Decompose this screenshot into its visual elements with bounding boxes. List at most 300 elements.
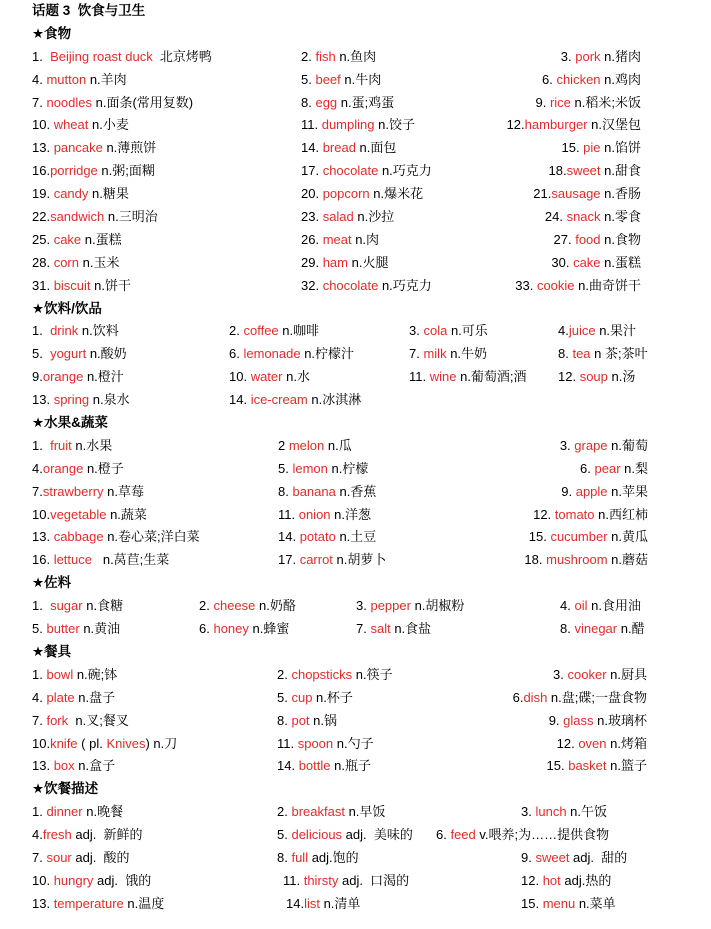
vocab-row (0, 389, 711, 412)
entry-word: tea (572, 346, 591, 362)
entry-meaning: n.蛋;鸡蛋 (337, 94, 395, 110)
entry-word: wine (429, 369, 457, 385)
entry-word: cheese (213, 598, 256, 614)
entry-word: noodles (46, 94, 93, 110)
entry-number: 15. (546, 758, 569, 774)
vocab-entry (558, 343, 648, 366)
vocab-entry (32, 206, 158, 229)
section-heading: ★餐具 (32, 643, 72, 659)
entry-word: wheat (53, 117, 89, 133)
entry-meaning: n.牛奶 (446, 346, 488, 362)
entry-word: list (304, 895, 320, 911)
entry-meaning: n.胡萝卜 (332, 552, 387, 568)
entry-word: sausage (551, 186, 601, 202)
vocab-entry (547, 755, 647, 778)
entry-meaning: n.甜食 (600, 163, 641, 179)
vocab-entry (278, 481, 376, 504)
vocab-entry (32, 710, 129, 733)
entry-word: drink (50, 323, 79, 339)
entry-number: 32. (301, 277, 323, 293)
vocab-row (0, 870, 711, 893)
vocab-row (0, 801, 711, 824)
entry-number: 12. (506, 117, 525, 133)
entry-meaning: n.饮料 (78, 323, 119, 339)
entry-word: knife (50, 735, 78, 751)
entry-word: cup (291, 689, 313, 705)
vocab-entry (32, 504, 147, 527)
vocab-entry (549, 710, 647, 733)
entry-number: 2. (277, 666, 292, 682)
entry-word: melon (288, 437, 325, 453)
vocab-row (0, 343, 711, 366)
entry-word: beef (315, 71, 341, 87)
entry-word: cooker (567, 666, 607, 682)
entry-number: 9. (548, 712, 564, 728)
entry-meaning: n.薄煎饼 (102, 140, 157, 156)
vocab-entry (409, 366, 527, 389)
entry-number: 30. (551, 254, 574, 270)
section-heading: ★饮料/饮品 (32, 300, 102, 316)
entry-word: hamburger (524, 117, 588, 133)
entry-meaning: n.瓜 (324, 437, 352, 453)
vocab-row (0, 366, 711, 389)
vocab-entry (32, 893, 164, 916)
entry-number: 7. (32, 849, 47, 865)
vocab-entry (554, 229, 641, 252)
entry-meaning: n.蜂蜜 (248, 621, 290, 637)
entry-meaning: adj. 新鲜的 (71, 827, 143, 843)
entry-meaning: n.蛋糕 (600, 254, 641, 270)
vocab-entry (301, 183, 423, 206)
entry-number: 17. (301, 163, 323, 179)
entry-number: 12. (556, 735, 579, 751)
entry-word: Beijing roast duck (50, 48, 153, 64)
entry-word: coffee (243, 323, 279, 339)
entry-number: 14. (277, 758, 299, 774)
vocab-entry (32, 458, 124, 481)
vocab-entry (277, 755, 371, 778)
vocab-row (0, 114, 711, 137)
vocab-entry (558, 320, 636, 343)
entry-meaning: n.三明治 (104, 209, 158, 225)
vocab-entry (533, 504, 648, 527)
entry-word: pancake (53, 140, 103, 156)
entry-word: temperature (53, 895, 124, 911)
vocab-entry (436, 824, 609, 847)
entry-number: 14. (278, 529, 300, 545)
entry-meaning: n.橙汁 (83, 369, 124, 385)
entry-number: 10. (32, 735, 51, 751)
vocab-entry (553, 664, 647, 687)
entry-meaning: n.曲奇饼干 (574, 277, 641, 293)
entry-number: 7. (409, 346, 424, 362)
vocab-entry (32, 320, 119, 343)
section-drinks (0, 298, 711, 412)
vocab-entry (301, 46, 376, 69)
vocab-list (0, 595, 711, 641)
vocab-entry (32, 366, 124, 389)
vocab-entry (277, 710, 337, 733)
entry-meaning: n.温度 (123, 895, 165, 911)
entry-number: 9. (32, 369, 43, 385)
entry-meaning: n.草莓 (103, 483, 144, 499)
vocab-row (0, 733, 711, 756)
entry-word: orange (42, 460, 84, 476)
entry-number: 19. (32, 186, 54, 202)
entry-number: 11. (409, 369, 430, 385)
entry-meaning: n.西红柿 (594, 506, 648, 522)
entry-meaning: n.果汁 (595, 323, 637, 339)
entry-number: 7. (32, 483, 43, 499)
entry-word: grape (574, 437, 608, 453)
entry-meaning: n.食用油 (587, 598, 641, 614)
entry-number: 13. (32, 529, 54, 545)
entry-word: chocolate (322, 163, 379, 179)
vocab-entry (301, 206, 394, 229)
entry-word: porridge (50, 163, 98, 179)
entry-meaning: n.稻米;米饭 (570, 94, 641, 110)
entry-number: 15. (561, 140, 584, 156)
section-fruit-vegetables (0, 412, 711, 572)
entry-meaning: n.盒子 (74, 758, 116, 774)
vocab-entry (545, 206, 641, 229)
entry-meaning: n.黄瓜 (607, 529, 648, 545)
entry-meaning: n.肉 (351, 231, 380, 247)
vocab-entry (301, 114, 415, 137)
entry-meaning: n.火腿 (347, 254, 389, 270)
entry-word: pie (583, 140, 601, 156)
entry-number: 2. (229, 323, 244, 339)
entry-number: 8. (558, 346, 573, 362)
entry-meaning: n.爆米花 (369, 186, 424, 202)
entry-word: chopsticks (291, 666, 353, 682)
entry-meaning: n.菜单 (575, 895, 616, 911)
vocab-row (0, 275, 711, 298)
vocab-row (0, 664, 711, 687)
entry-number: 2. (277, 804, 292, 820)
entry-number: 21. (533, 186, 552, 202)
entry-meaning: n.鸡肉 (600, 71, 641, 87)
vocab-list (0, 801, 711, 915)
vocab-entry (32, 664, 117, 687)
vocab-entry (278, 549, 386, 572)
entry-number: 4. (560, 598, 575, 614)
entry-number: 4. (32, 827, 43, 843)
entry-meaning: n.粥;面糊 (97, 163, 155, 179)
vocab-entry (513, 687, 647, 710)
entry-meaning: n.饼干 (90, 277, 132, 293)
entry-meaning: n.盘子 (74, 689, 116, 705)
vocab-entry (529, 526, 648, 549)
vocab-list (0, 664, 711, 778)
entry-number: 10. (32, 117, 54, 133)
entry-meaning: n.梨 (620, 460, 648, 476)
entry-number: 6. (580, 460, 595, 476)
vocab-entry (301, 252, 388, 275)
entry-meaning: n.洋葱 (330, 506, 371, 522)
entry-word: fresh (42, 827, 72, 843)
entry-number: 5. (278, 460, 293, 476)
entry-meaning: n.羊肉 (86, 71, 127, 87)
entry-meaning: n.猪肉 (600, 48, 641, 64)
vocab-row (0, 252, 711, 275)
entry-word: soup (579, 369, 608, 385)
entry-word: sweet (535, 849, 570, 865)
vocab-entry (32, 481, 144, 504)
entry-word: box (53, 758, 75, 774)
vocab-entry (32, 435, 112, 458)
vocab-entry (560, 435, 648, 458)
vocab-entry (229, 366, 310, 389)
vocab-entry (301, 160, 432, 183)
entry-word: potato (299, 529, 336, 545)
vocab-entry (561, 46, 641, 69)
entry-number: 17. (278, 552, 300, 568)
entry-meaning: n.筷子 (352, 666, 393, 682)
entry-meaning: n.橙子 (83, 460, 124, 476)
entry-number: 5. (32, 621, 47, 637)
entry-word: pork (575, 48, 601, 64)
entry-number: 8. (560, 621, 575, 637)
page-title: 话题 3 饮食与卫生 (32, 3, 146, 18)
entry-word: chocolate (322, 277, 379, 293)
entry-meaning: n.莴苣;生菜 (92, 552, 170, 568)
entry-number: 28. (32, 254, 54, 270)
entry-word: vegetable (50, 506, 107, 522)
entry-number: 15. (521, 895, 543, 911)
entry-number: 27. (553, 231, 576, 247)
vocab-entry (278, 435, 352, 458)
entry-number: 31. (32, 277, 54, 293)
entry-number: 14. (301, 140, 323, 156)
section-heading: ★水果&蔬菜 (32, 415, 108, 431)
entry-meaning: n.醋 (617, 621, 645, 637)
section-food (0, 23, 711, 298)
vocab-entry (32, 755, 115, 778)
vocab-entry (32, 870, 151, 893)
entry-number: 18. (524, 552, 547, 568)
entry-word: sugar (50, 598, 83, 614)
entry-word: pot (291, 712, 310, 728)
entry-meaning: n.叉;餐叉 (68, 712, 129, 728)
entry-word: candy (53, 186, 89, 202)
entry-meaning: adj.热的 (560, 872, 612, 888)
entry-word: milk (423, 346, 447, 362)
entry-meaning: n.苹果 (607, 483, 648, 499)
vocab-entry (524, 549, 648, 572)
entry-meaning: n.食糖 (82, 598, 124, 614)
vocab-entry (32, 92, 193, 115)
entry-number: 3. (409, 323, 424, 339)
vocab-list (0, 320, 711, 412)
entry-word: water (250, 369, 283, 385)
vocab-list (0, 46, 711, 298)
entry-word: full (291, 849, 309, 865)
entry-word: lettuce (53, 552, 92, 568)
entry-meaning: n.馅饼 (600, 140, 641, 156)
vocab-entry (561, 137, 641, 160)
entry-number: 12. (558, 369, 580, 385)
entry-number: 2. (301, 48, 316, 64)
vocab-row (0, 526, 711, 549)
entry-number: 8. (277, 712, 292, 728)
entry-word: carrot (299, 552, 333, 568)
vocab-entry (199, 595, 296, 618)
entry-word: glass (563, 712, 594, 728)
vocab-entry (548, 160, 641, 183)
entry-meaning: n.食盐 (390, 621, 432, 637)
entry-meaning: n.酸奶 (86, 346, 127, 362)
entry-number: 26. (301, 231, 323, 247)
entry-meaning: n.香肠 (600, 186, 641, 202)
entry-meaning: n.汤 (607, 369, 636, 385)
entry-number: 9. (561, 483, 576, 499)
vocab-row (0, 69, 711, 92)
entry-word: mutton (46, 71, 87, 87)
entry-word: dinner (46, 804, 83, 820)
entry-number: 16. (32, 163, 51, 179)
vocab-entry (521, 847, 627, 870)
entry-word: banana (292, 483, 336, 499)
entry-meaning: n.面条(常用复数) (92, 94, 194, 110)
entry-meaning: n.土豆 (335, 529, 377, 545)
vocab-entry (409, 343, 487, 366)
vocab-entry (32, 229, 122, 252)
section-tableware (0, 641, 711, 778)
entry-number: 14. (286, 895, 305, 911)
entry-meaning: n.可乐 (447, 323, 488, 339)
entry-meaning: n.玻璃杯 (593, 712, 647, 728)
vocab-entry (32, 252, 119, 275)
vocab-entry (32, 183, 129, 206)
vocab-entry (301, 92, 394, 115)
section-heading: ★佐料 (32, 575, 72, 591)
vocab-entry (32, 69, 127, 92)
vocab-entry (551, 252, 641, 275)
entry-word: oil (574, 598, 588, 614)
entry-number: 3. (521, 804, 536, 820)
entry-number: 6. (199, 621, 214, 637)
vocab-row (0, 183, 711, 206)
vocab-entry (229, 320, 319, 343)
vocab-entry (32, 137, 156, 160)
entry-meaning: n.早饭 (344, 804, 386, 820)
vocab-entry (32, 618, 120, 641)
entry-meaning: n.柠檬汁 (300, 346, 355, 362)
vocab-row (0, 137, 711, 160)
vocab-entry (32, 46, 212, 69)
entry-word: dumpling (321, 117, 375, 133)
vocab-entry (278, 504, 371, 527)
vocab-entry (533, 183, 641, 206)
vocab-entry (278, 458, 368, 481)
entry-meaning: adj. 酸的 (71, 849, 130, 865)
vocab-entry (277, 824, 413, 847)
entry-meaning: adj. 口渴的 (338, 872, 410, 888)
vocab-row (0, 618, 711, 641)
entry-meaning: n.碗;钵 (73, 666, 118, 682)
vocab-entry (32, 549, 169, 572)
entry-word: salt (370, 621, 391, 637)
vocab-entry (356, 595, 464, 618)
entry-meaning: n.篮子 (606, 758, 647, 774)
vocab-row (0, 549, 711, 572)
vocab-entry (278, 526, 376, 549)
entry-meaning: n.葡萄酒;酒 (456, 369, 527, 385)
entry-word: strawberry (42, 483, 104, 499)
entry-word: delicious (291, 827, 343, 843)
entry-word: egg (315, 94, 338, 110)
vocab-row (0, 755, 711, 778)
entry-word: menu (542, 895, 576, 911)
entry-meaning: n.蔬菜 (106, 506, 147, 522)
entry-number: 8. (277, 849, 292, 865)
entry-meaning: n.黄油 (79, 621, 121, 637)
entry-word: cake (573, 254, 601, 270)
entry-number: 4. (32, 460, 43, 476)
entry-meaning: ( pl. (77, 735, 107, 751)
vocab-row (0, 46, 711, 69)
entry-number: 5. (301, 71, 316, 87)
entry-number: 8. (301, 94, 316, 110)
vocab-entry (536, 92, 642, 115)
entry-word: juice (568, 323, 596, 339)
vocab-entry (32, 526, 200, 549)
entry-word: pepper (370, 598, 411, 614)
entry-meaning: n.沙拉 (353, 209, 395, 225)
entry-word: corn (53, 254, 79, 270)
entry-word: salad (322, 209, 354, 225)
entry-meaning: n.玉米 (78, 254, 120, 270)
entry-word: pear (594, 460, 621, 476)
entry-word: butter (46, 621, 80, 637)
entry-word: bowl (46, 666, 74, 682)
entry-number: 11. (283, 872, 304, 888)
entry-meaning: n.午饭 (566, 804, 608, 820)
entry-number: 13. (32, 758, 54, 774)
vocab-row (0, 824, 711, 847)
entry-meaning: n.勺子 (333, 735, 374, 751)
entry-meaning: adj. 甜的 (569, 849, 628, 865)
entry-number: 4. (32, 71, 47, 87)
vocab-entry (277, 664, 393, 687)
vocab-entry (277, 801, 385, 824)
entry-number: 13. (32, 140, 54, 156)
entry-word: cake (53, 231, 82, 247)
entry-meaning: n.香蕉 (335, 483, 377, 499)
entry-number: 1. (32, 598, 51, 614)
entry-word: spring (53, 392, 90, 408)
vocab-entry (32, 160, 155, 183)
vocab-entry (542, 69, 641, 92)
entry-meaning: n.瓶子 (330, 758, 371, 774)
vocab-entry (32, 389, 130, 412)
vocab-entry (409, 320, 488, 343)
entry-number: 13. (32, 895, 54, 911)
entry-number: 22. (32, 209, 51, 225)
entry-word: vinegar (574, 621, 618, 637)
vocab-entry (32, 275, 131, 298)
vocab-entry (301, 69, 381, 92)
vocab-row (0, 206, 711, 229)
vocab-entry (199, 618, 289, 641)
entry-number: 20. (301, 186, 323, 202)
entry-word: food (575, 231, 601, 247)
vocab-entry (283, 870, 409, 893)
entry-word: spoon (297, 735, 334, 751)
vocab-row (0, 687, 711, 710)
entry-meaning: v.喂养;为……提供食物 (475, 827, 610, 843)
